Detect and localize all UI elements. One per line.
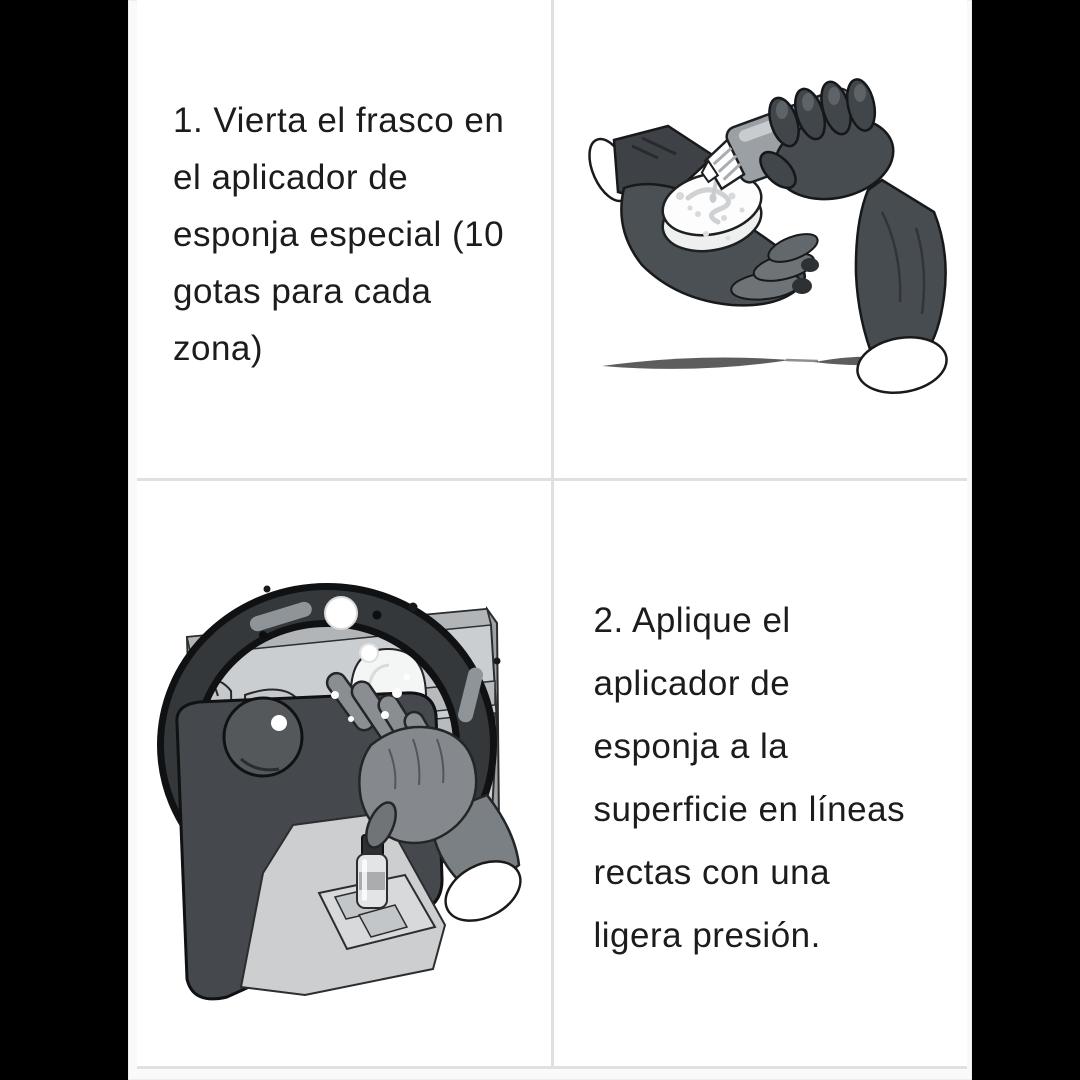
step-2-illustration-panel: [137, 481, 551, 1066]
wiping-dashboard-illustration: [145, 573, 551, 1043]
pouring-illustration-svg: [572, 62, 968, 407]
pouring-bottle-onto-sponge-illustration: [572, 62, 968, 407]
step-2-text-panel: [554, 481, 968, 1066]
instruction-card: [128, 0, 972, 1080]
left-black-bar: [0, 0, 128, 1080]
step-1-text-panel: [137, 0, 551, 478]
right-black-bar: [972, 0, 1080, 1080]
step-2-text: 2. Aplique el aplicador de esponja a la superficie en líneas rectas con una ligera presión.: [593, 601, 906, 955]
right-gloved-hand: [754, 77, 951, 400]
step-1-illustration-panel: [554, 0, 968, 478]
dashboard-illustration-svg: [145, 573, 551, 1043]
step-1-text: 1. Vierta el frasco en el aplicador de esponja especial (10 gotas para cada zona): [173, 101, 505, 368]
instruction-grid: [137, 0, 967, 1069]
